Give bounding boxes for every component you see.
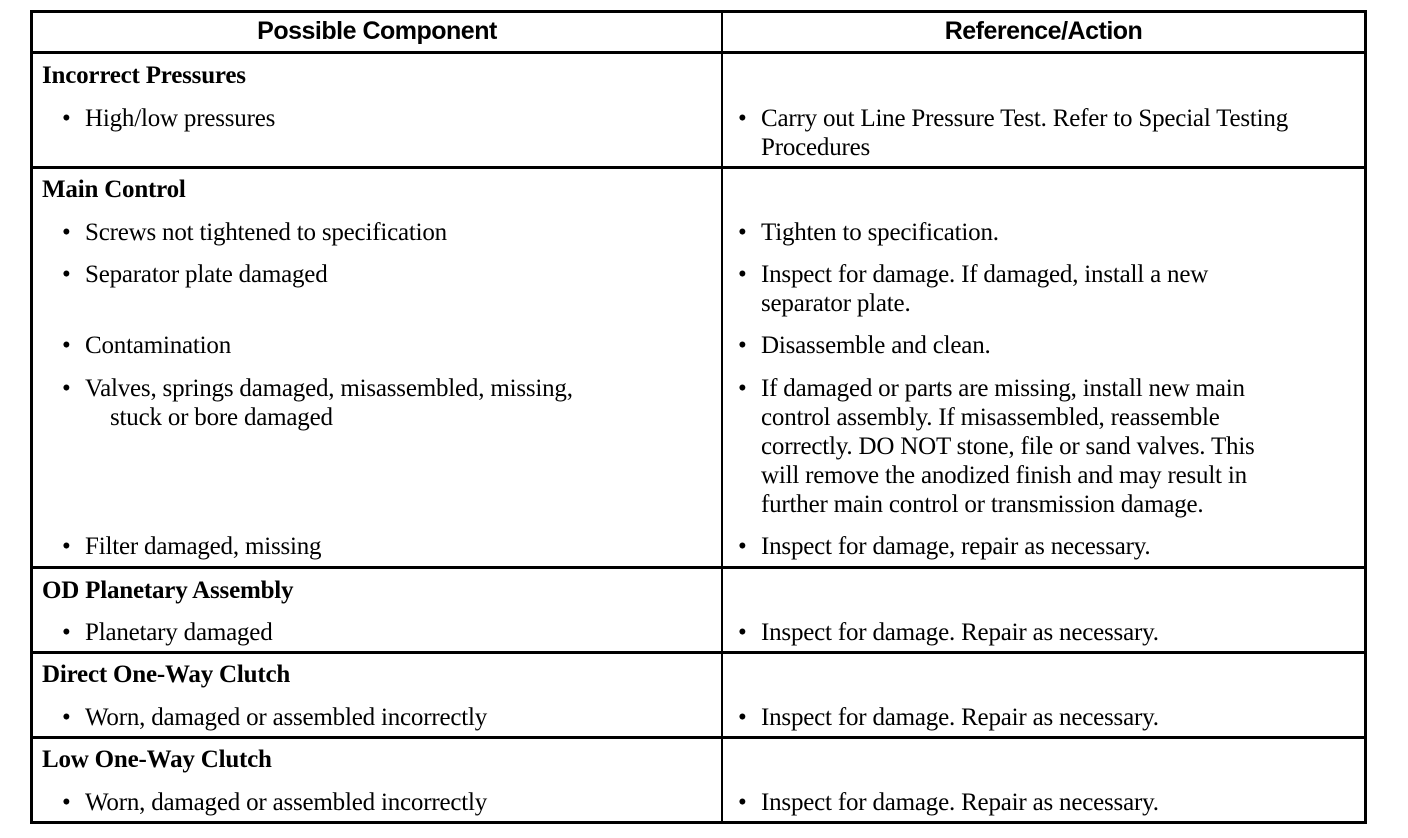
action-item-continuation: correctly. DO NOT stone, file or sand valves. This — [761, 433, 1255, 460]
action-item: • Inspect for damage. Repair as necessary. — [761, 703, 1159, 732]
component-item: • Screws not tightened to specification — [85, 218, 447, 247]
section-title-incorrect-pressures: Incorrect Pressures — [42, 62, 246, 89]
table-header — [33, 13, 1364, 54]
component-item: • Separator plate damaged — [85, 260, 328, 289]
action-item-continuation: separator plate. — [761, 290, 911, 317]
row-divider — [33, 736, 1364, 739]
component-item: • Worn, damaged or assembled incorrectly — [85, 703, 487, 732]
action-item: • Inspect for damage. If damaged, install a new — [761, 260, 1208, 289]
action-item-continuation: further main control or transmission damage. — [761, 491, 1204, 518]
action-item: • Inspect for damage, repair as necessary. — [761, 532, 1151, 561]
action-item: • Disassemble and clean. — [761, 331, 991, 360]
header-reference-action: Reference/Action — [944, 17, 1143, 45]
action-item: • Inspect for damage. Repair as necessary. — [761, 788, 1159, 817]
section-title-od-planetary-assembly: OD Planetary Assembly — [42, 577, 294, 604]
row-divider — [33, 166, 1364, 169]
diagnostic-table — [30, 10, 1367, 824]
action-item: • Inspect for damage. Repair as necessary. — [761, 618, 1159, 647]
column-divider — [721, 13, 723, 821]
section-title-direct-one-way-clutch: Direct One-Way Clutch — [42, 661, 291, 688]
action-item: • Carry out Line Pressure Test. Refer to Special Testing — [761, 104, 1288, 133]
section-title-main-control: Main Control — [42, 176, 186, 203]
header-possible-component: Possible Component — [257, 17, 497, 45]
component-item: • High/low pressures — [85, 104, 275, 133]
action-item: • If damaged or parts are missing, install new main — [761, 374, 1245, 403]
component-item: • Planetary damaged — [85, 618, 273, 647]
action-item-continuation: Procedures — [761, 134, 871, 161]
action-item-continuation: control assembly. If misassembled, reassemble — [761, 404, 1220, 431]
action-item: • Tighten to specification. — [761, 218, 999, 247]
component-item: • Valves, springs damaged, misassembled, missing, — [85, 374, 573, 403]
component-item: • Filter damaged, missing — [85, 532, 321, 561]
component-item: • Contamination — [85, 331, 231, 360]
component-item-continuation: stuck or bore damaged — [110, 404, 333, 431]
row-divider — [33, 651, 1364, 654]
component-item: • Worn, damaged or assembled incorrectly — [85, 788, 487, 817]
section-title-low-one-way-clutch: Low One-Way Clutch — [42, 746, 272, 773]
row-divider — [33, 566, 1364, 569]
action-item-continuation: will remove the anodized finish and may result in — [761, 462, 1247, 489]
